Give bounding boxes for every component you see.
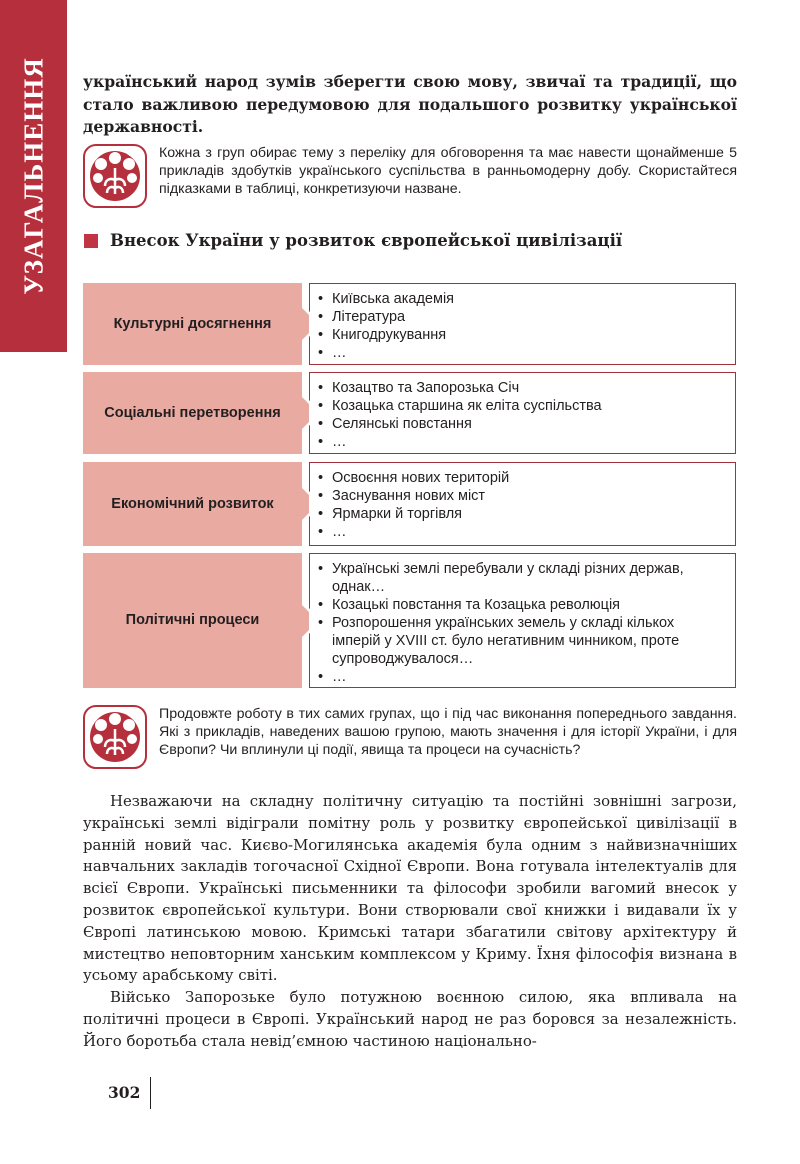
body-paragraph: Незважаючи на складну політичну ситуацію та постійні зовнішні загрози, українські землі відіграли помітну роль у розвитку європейської цивілізації в ранній новий час. Києво-Могилянська академія була одним з найвизначніших навчальних закладів тогочасної Східної Європи. Вона готувала інтелектуалів для всієї Європи. Українські письменники та філософи зробили вагомий внесок у розвиток європейської культури. Вони створювали свої книжки і видавали їх у Європі латинською мовою. Кримські татари збагатили світову архітектуру й мистецтво неповторним ханським комплексом у Криму. Їхня філософія визнана в усьому арабському світі.: [83, 792, 737, 985]
row-items-box: [309, 553, 736, 688]
table-row: [83, 553, 738, 688]
group-task-1: [83, 144, 738, 210]
group-task-1-text: Кожна з груп обирає тему з переліку для обговорення та має навести щонайменше 5 прикладів здобутків українського суспільства в ранньомодерну добу. Скористайтеся підказками в таблиці, конкретизуючи назване.: [159, 145, 737, 197]
list-item: • Козацькі повстання та Козацька революція: [332, 596, 725, 614]
table-row: [83, 372, 738, 454]
row-category: Культурні досягнення: [83, 283, 302, 365]
list-item: • Заснування нових міст: [332, 487, 725, 505]
chapter-side-tab: [0, 0, 67, 352]
section-title: Внесок України у розвиток європейської цивілізації: [110, 231, 623, 250]
group-task-2: [83, 705, 738, 783]
list-item: • …: [332, 433, 725, 451]
row-category: Економічний розвиток: [83, 462, 302, 546]
list-item: • Українські землі перебували у складі різних держав, однак…: [332, 560, 725, 596]
list-item: • Розпорошення українських земель у складі кількох імперій у XVIII ст. було негативним чинником, проте супроводжувалося…: [332, 614, 725, 668]
body-paragraph: Військо Запорозьке було потужною воєнною силою, яка впливала на політичні процеси в Європі. Український народ не раз боровся за незалежність. Його боротьба стала невід’ємною частиною національно-: [83, 988, 737, 1050]
group-work-icon: [83, 705, 147, 769]
row-items-box: [309, 283, 736, 365]
group-task-2-text: Продовжте роботу в тих самих групах, що і під час виконання попереднього завдання. Які з прикладів, наведених вашою групою, мають значення і для історії України, і для Європи? Чи вплинули ці події, явища та процеси на сучасність?: [159, 706, 737, 758]
row-items-list: [310, 554, 735, 686]
table-row: [83, 283, 738, 365]
table-row: [83, 462, 738, 546]
section-heading: [84, 230, 744, 254]
list-item: • Ярмарки й торгівля: [332, 505, 725, 523]
row-items-box: [309, 372, 736, 454]
contribution-table: [83, 283, 738, 688]
section-marker-square: [84, 234, 98, 248]
page-number-rule: [150, 1077, 151, 1109]
list-item: • …: [332, 523, 725, 541]
list-item: • …: [332, 668, 725, 686]
intro-paragraph: український народ зумів зберегти свою мову, звичаї та традиції, що стало важливою передумовою для подальшого розвитку української державності.: [83, 72, 737, 136]
main-text: [83, 791, 737, 1053]
row-category: Політичні процеси: [83, 553, 302, 688]
page-number: 302: [108, 1083, 141, 1102]
list-item: • Література: [332, 308, 725, 326]
row-items-box: [309, 462, 736, 546]
row-category: Соціальні перетворення: [83, 372, 302, 454]
row-items-list: [310, 373, 735, 451]
list-item: • Козацтво та Запорозька Січ: [332, 379, 725, 397]
chapter-side-label: УЗАГАЛЬНЕННЯ: [18, 57, 48, 295]
list-item: • Козацька старшина як еліта суспільства: [332, 397, 725, 415]
list-item: • …: [332, 344, 725, 362]
list-item: • Селянські повстання: [332, 415, 725, 433]
list-item: • Книгодрукування: [332, 326, 725, 344]
group-work-icon: [83, 144, 147, 208]
list-item: • Київська академія: [332, 290, 725, 308]
list-item: • Освоєння нових територій: [332, 469, 725, 487]
row-items-list: [310, 463, 735, 541]
row-items-list: [310, 284, 735, 362]
